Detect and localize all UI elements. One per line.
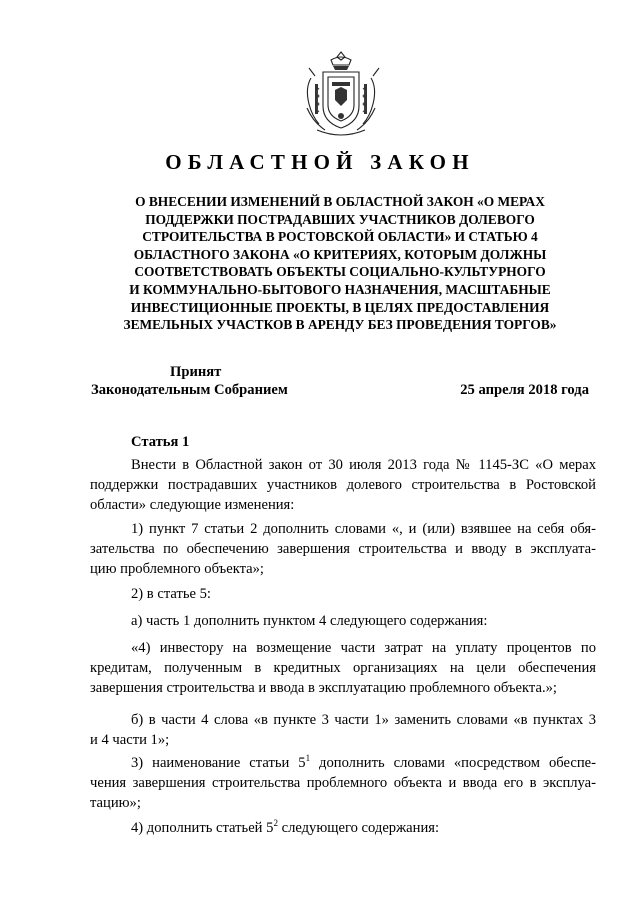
law-title-line: ПОДДЕРЖКИ ПОСТРАДАВШИХ УЧАСТНИКОВ ДОЛЕВОГО xyxy=(145,211,535,227)
law-title xyxy=(95,193,585,334)
item-2a-quote xyxy=(90,638,596,698)
item-4 xyxy=(90,818,596,838)
law-title-line: ИНВЕСТИЦИОННЫЕ ПРОЕКТЫ, В ЦЕЛЯХ ПРЕДОСТАВЛЕНИЯ xyxy=(130,299,550,315)
item-3-text: 3) наименование статьи 5 xyxy=(131,755,306,771)
text-line: тацию»; xyxy=(90,795,141,811)
text-line: «4) инвестору на возмещение части затрат на уплату процентов по xyxy=(131,640,596,656)
law-title-line: СТРОИТЕЛЬСТВА В РОСТОВСКОЙ ОБЛАСТИ» И СТАТЬЮ 4 xyxy=(142,229,538,245)
text-line: завершения строительства и ввода в эксплуатацию проблемного объекта.»; xyxy=(90,680,557,696)
item-2b xyxy=(90,710,596,750)
text-line xyxy=(90,753,596,773)
text-line: поддержки пострадавших участников долевого строительства в Ростовской xyxy=(90,477,596,493)
document-type-heading: ОБЛАСТНОЙ ЗАКОН xyxy=(165,150,475,174)
text-line: чения завершения строительства проблемного объекта и ввода его в эксплуа- xyxy=(90,775,596,791)
article-heading: Статья 1 xyxy=(131,434,190,450)
item-1 xyxy=(90,519,596,579)
item-2 xyxy=(90,584,596,604)
text-line: цию проблемного объекта»; xyxy=(90,561,264,577)
law-title-line: О ВНЕСЕНИИ ИЗМЕНЕНИЙ В ОБЛАСТНОЙ ЗАКОН «О МЕРАХ xyxy=(135,194,545,209)
law-title-line: СООТВЕТСТВОВАТЬ ОБЪЕКТЫ СОЦИАЛЬНО-КУЛЬТУРНОГО xyxy=(134,264,546,280)
article-intro xyxy=(90,455,596,515)
law-title-line: ОБЛАСТНОГО ЗАКОНА «О КРИТЕРИЯХ, КОТОРЫМ ДОЛЖНЫ xyxy=(133,246,547,262)
law-title-line: И КОММУНАЛЬНО-БЫТОВОГО НАЗНАЧЕНИЯ, МАСШТАБНЫЕ xyxy=(129,281,551,297)
superscript: 1 xyxy=(305,753,311,763)
adopted-by: Законодательным Собранием xyxy=(91,382,288,398)
law-title-line: ЗЕМЕЛЬНЫХ УЧАСТКОВ В АРЕНДУ БЕЗ ПРОВЕДЕНИЯ ТОРГОВ» xyxy=(123,317,557,333)
text-line xyxy=(90,818,596,838)
text-line: зательства по обеспечению завершения строительства и вводу в эксплуата- xyxy=(90,541,596,557)
coat-of-arms-emblem xyxy=(301,48,381,140)
item-4-text: следующего содержания: xyxy=(277,820,440,836)
adopted-label: Принят xyxy=(170,364,222,380)
text-line: 1) пункт 7 статьи 2 дополнить словами «, и (или) взявшее на себя обя- xyxy=(131,521,596,537)
item-3-text: дополнить словами «посредством обеспе- xyxy=(310,755,596,771)
text-line: 2) в статье 5: xyxy=(131,586,211,602)
item-3 xyxy=(90,753,596,813)
item-4-text: 4) дополнить статьей 5 xyxy=(131,820,274,836)
item-2a xyxy=(90,611,596,631)
text-line: области» следующие изменения: xyxy=(90,497,295,513)
text-line: кредитам, полученным в кредитных организациях на цели обеспечения xyxy=(90,660,596,676)
adoption-date: 25 апреля 2018 года xyxy=(460,382,589,398)
superscript: 2 xyxy=(273,818,278,828)
text-line: и 4 части 1»; xyxy=(90,732,170,748)
text-line: б) в части 4 слова «в пункте 3 части 1» заменить словами «в пунктах 3 xyxy=(131,712,596,728)
text-line: Внести в Областной закон от 30 июля 2013 года № 1145-ЗС «О мерах xyxy=(131,457,596,473)
text-line: а) часть 1 дополнить пунктом 4 следующего содержания: xyxy=(131,613,488,629)
